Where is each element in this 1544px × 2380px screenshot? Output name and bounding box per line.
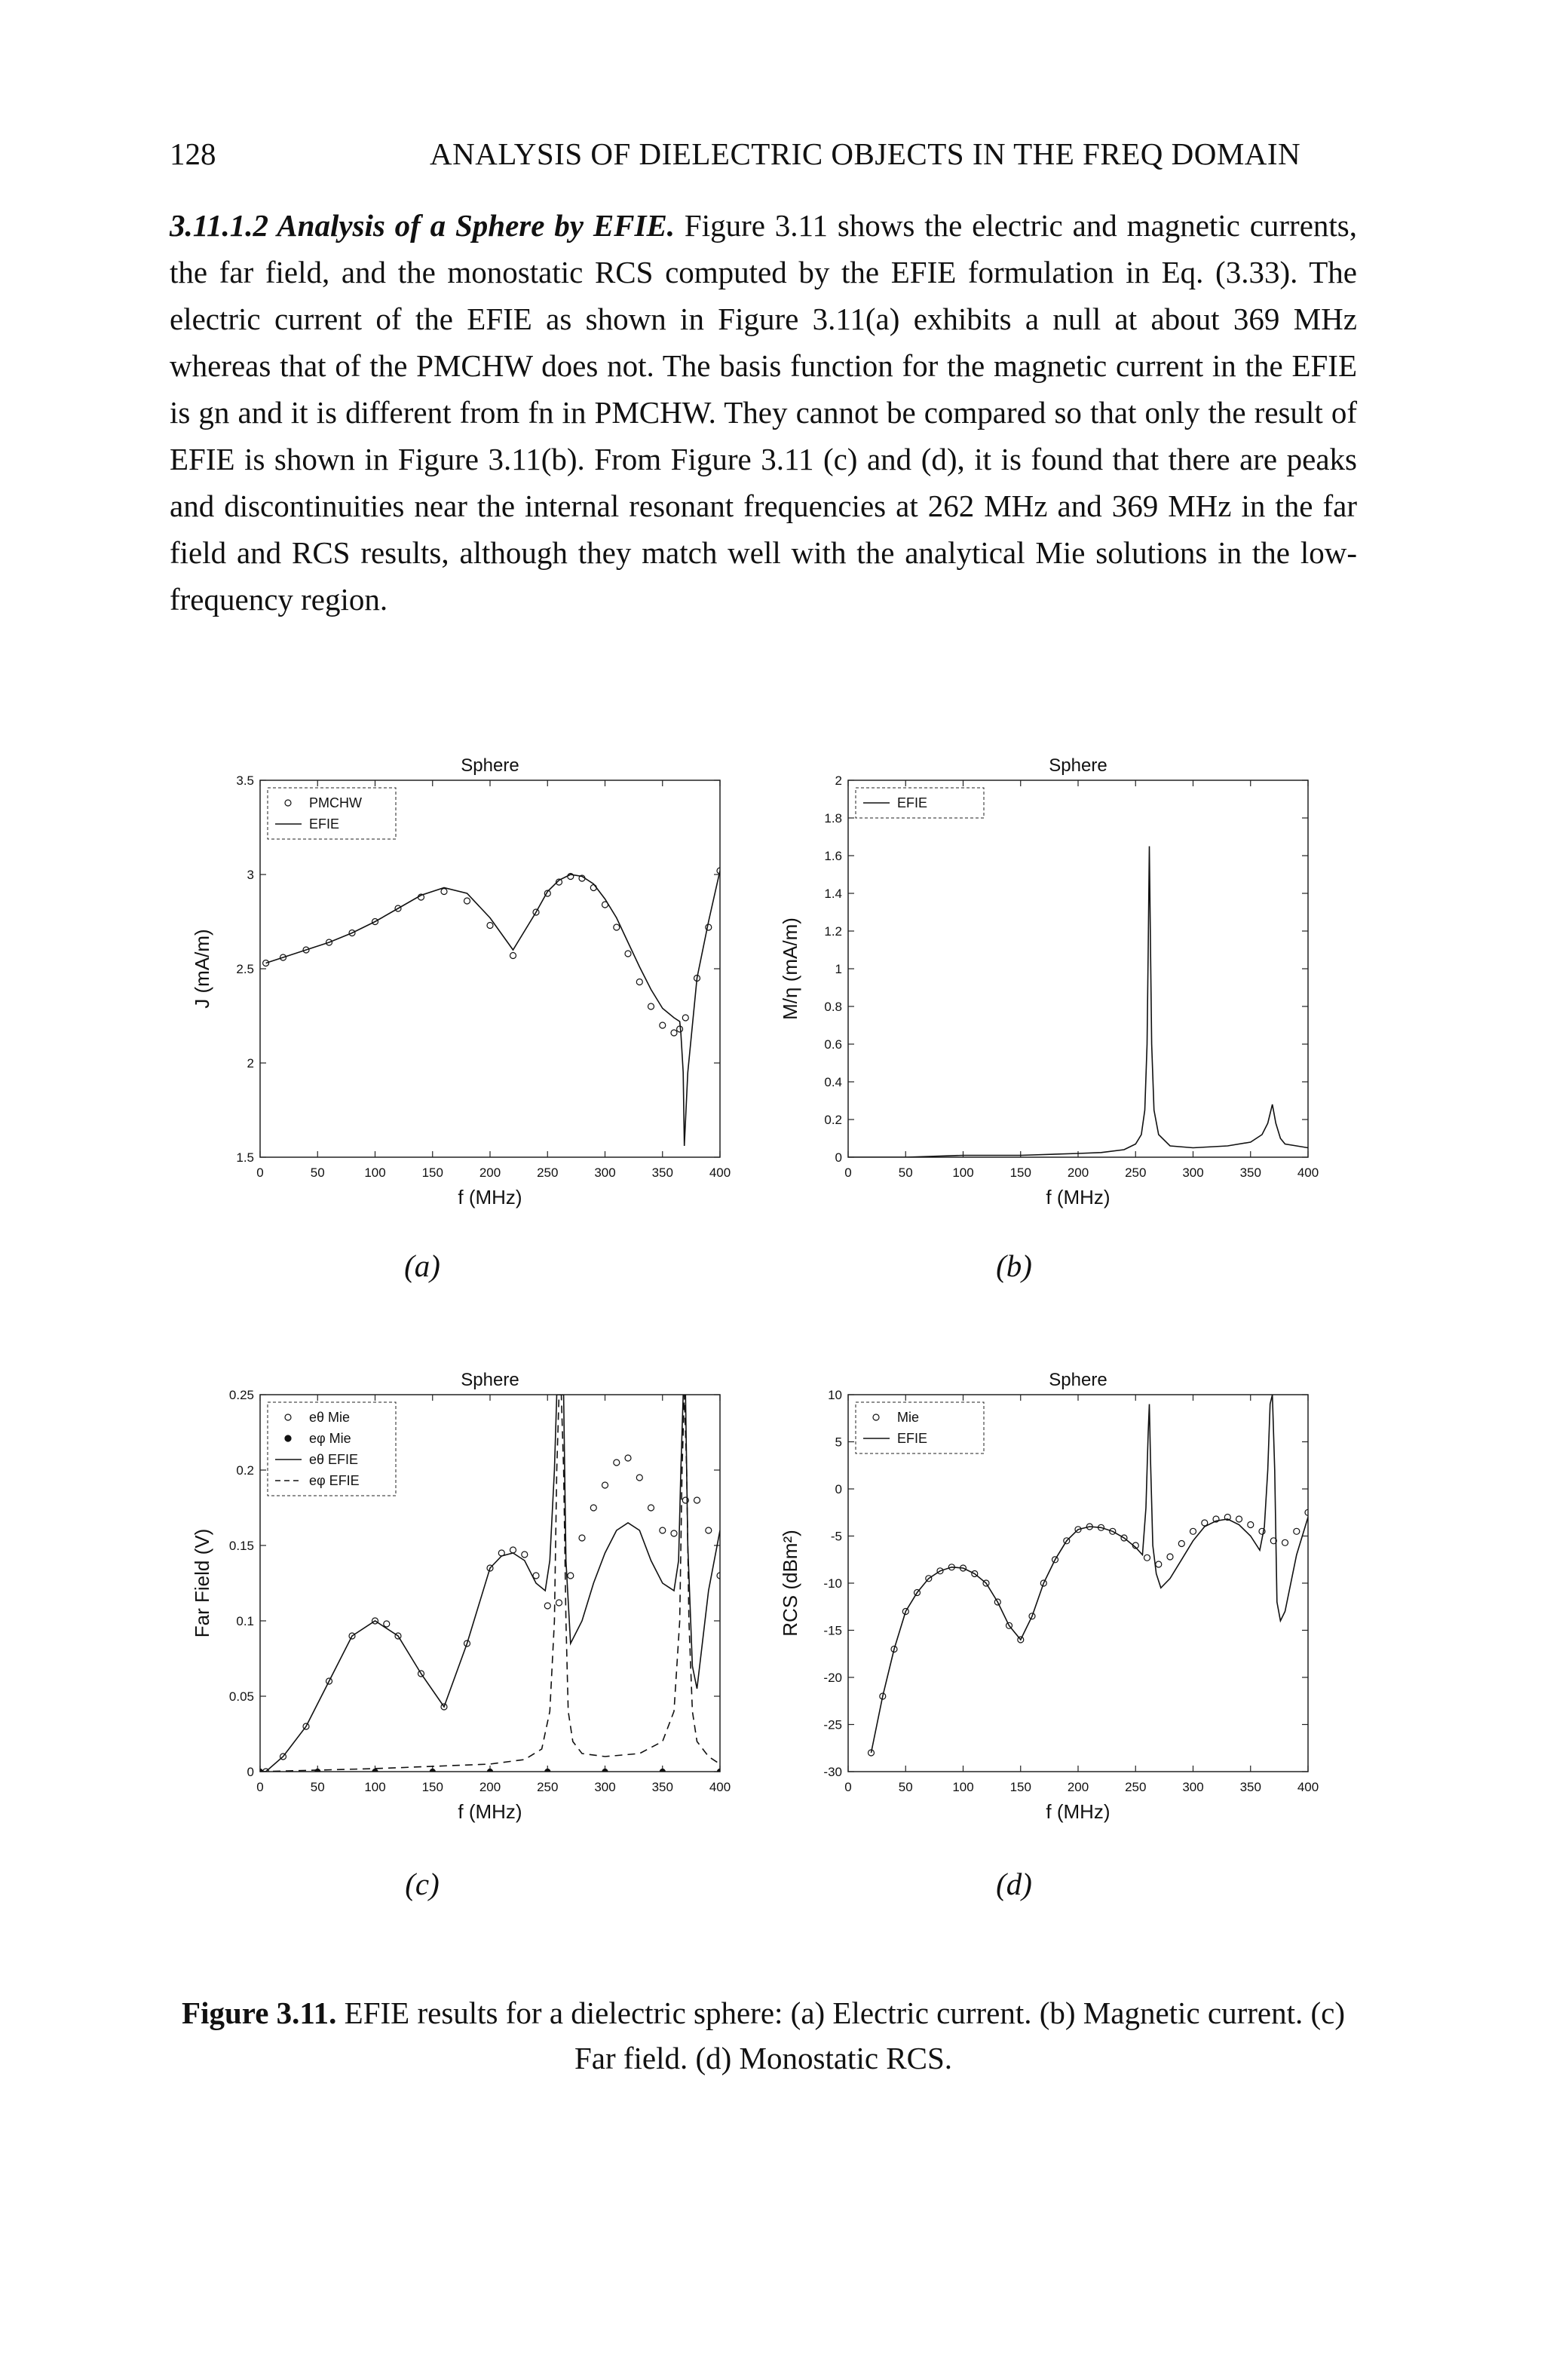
page-number: 128 [170, 136, 216, 171]
series-point [590, 1505, 596, 1511]
x-tick-label: 50 [310, 1780, 325, 1794]
series-line-0 [848, 847, 1308, 1158]
x-tick-label: 250 [537, 1165, 559, 1180]
x-tick-label: 200 [479, 1780, 501, 1794]
legend-label: eφ Mie [309, 1431, 351, 1446]
x-tick-label: 150 [421, 1780, 443, 1794]
plot-area [263, 868, 723, 1146]
y-tick-label: -10 [823, 1576, 842, 1591]
series-point [671, 1530, 677, 1536]
series-point [1248, 1522, 1254, 1528]
chart-panel-a [170, 746, 773, 1229]
y-tick-label: 0 [835, 1482, 842, 1496]
y-tick-label: -5 [830, 1529, 842, 1544]
x-tick-label: 100 [364, 1165, 386, 1180]
y-tick-label: 3.5 [236, 773, 254, 788]
series-point [384, 1621, 390, 1627]
y-tick-label: 2.5 [236, 962, 254, 976]
x-tick-label: 400 [709, 1165, 731, 1180]
y-tick-label: 2 [835, 773, 842, 788]
x-tick-label: 250 [1125, 1165, 1147, 1180]
y-tick-label: 1.5 [236, 1150, 254, 1165]
sublabel-a: (a) [404, 1248, 440, 1283]
series-point [522, 1551, 528, 1558]
series-point [625, 951, 631, 957]
y-tick-label: 5 [835, 1435, 842, 1450]
series-point [568, 1573, 574, 1579]
legend-label: eθ Mie [309, 1410, 351, 1425]
y-tick-label: 0.2 [236, 1463, 254, 1478]
legend-label: PMCHW [309, 795, 362, 810]
x-tick-label: 0 [256, 1780, 264, 1794]
y-tick-label: 1.8 [824, 811, 842, 825]
paragraph-text: Figure 3.11 shows the electric and magnetic currents, the far field, and the monostatic RCS computed by the EFIE formulation in Eq. (3.33). The electric current of the EFIE as shown in Figure 3.11(a) exhibits a null at about 369 MHz whereas that of the PMCHW does not. The basis function for the magnetic current in the EFIE is gn and it is different from fn in PMCHW. They cannot be compared so that only the result of EFIE is shown in Figure 3.11(b). From Figure 3.11 (c) and (d), it is found that there are peaks and discontinuities near the internal resonant frequencies at 262 MHz and 369 MHz in the far field and RCS results, although they match well with the analytical Mie solutions in the low-frequency region. [170, 208, 1358, 617]
x-tick-label: 100 [952, 1165, 974, 1180]
series-point [1167, 1554, 1173, 1560]
legend-label: EFIE [897, 795, 928, 810]
x-tick-label: 300 [1182, 1165, 1204, 1180]
x-tick-label: 400 [1297, 1165, 1319, 1180]
x-tick-label: 100 [364, 1780, 386, 1794]
x-tick-label: 50 [310, 1165, 325, 1180]
x-tick-label: 200 [1067, 1780, 1089, 1794]
x-tick-label: 200 [479, 1165, 501, 1180]
y-tick-label: 10 [828, 1388, 842, 1402]
section-title: 3.11.1.2 Analysis of a Sphere by EFIE. [170, 208, 676, 243]
running-title: ANALYSIS OF DIELECTRIC OBJECTS IN THE FREQ DOMAIN [430, 136, 1301, 171]
y-tick-label: 1.2 [824, 924, 842, 939]
y-axis-label: J (mA/m) [191, 929, 213, 1009]
series-point [706, 1527, 712, 1533]
series-point [1144, 1555, 1150, 1561]
x-tick-label: 350 [1239, 1165, 1261, 1180]
y-tick-label: 0.8 [824, 1000, 842, 1014]
x-tick-label: 250 [537, 1780, 559, 1794]
x-tick-label: 250 [1125, 1780, 1147, 1794]
figure-caption [170, 1990, 1357, 2081]
series-point [1156, 1561, 1162, 1567]
chart-title: Sphere [461, 755, 519, 776]
x-tick-label: 0 [844, 1780, 852, 1794]
series-point [602, 1769, 608, 1775]
paragraph [170, 202, 1357, 623]
series-point [660, 1769, 665, 1775]
chart-a [170, 746, 773, 1229]
x-tick-label: 150 [1009, 1780, 1031, 1794]
legend-label: eθ EFIE [309, 1452, 359, 1467]
figure-3-11 [170, 746, 1376, 1990]
y-tick-label: 2 [247, 1056, 254, 1071]
legend-label: eφ EFIE [309, 1473, 360, 1488]
series-point [464, 898, 470, 904]
plot-frame [848, 780, 1308, 1157]
y-tick-label: -15 [823, 1623, 842, 1638]
y-axis-label: RCS (dBm²) [779, 1530, 801, 1637]
series-point [1178, 1541, 1184, 1547]
y-tick-label: 0.05 [228, 1689, 254, 1704]
series-point [718, 1769, 723, 1775]
x-tick-label: 300 [1182, 1780, 1204, 1794]
x-tick-label: 300 [594, 1165, 616, 1180]
y-tick-label: 0.6 [824, 1037, 842, 1052]
legend-label: EFIE [309, 816, 340, 832]
series-line-1 [266, 871, 720, 1146]
series-point [441, 889, 447, 895]
series-point [636, 1475, 642, 1481]
y-axis-label: Far Field (V) [191, 1528, 213, 1638]
x-tick-label: 200 [1067, 1165, 1089, 1180]
series-point [694, 1497, 700, 1503]
series-point [614, 924, 620, 930]
chart-panel-c [170, 1361, 773, 1843]
x-tick-label: 0 [256, 1165, 264, 1180]
x-tick-label: 150 [1009, 1165, 1031, 1180]
series-point [430, 1769, 435, 1775]
x-tick-label: 400 [1297, 1780, 1319, 1794]
chart-panel-b [758, 746, 1361, 1229]
series-point [648, 1003, 654, 1009]
x-tick-label: 0 [844, 1165, 852, 1180]
series-point [648, 1505, 654, 1511]
x-tick-label: 400 [709, 1780, 731, 1794]
running-header [170, 136, 1357, 181]
series-point [660, 1022, 666, 1028]
series-point [1282, 1539, 1288, 1545]
series-point [602, 1482, 608, 1488]
legend-swatch [285, 1435, 291, 1441]
series-point [1190, 1528, 1196, 1534]
x-tick-label: 100 [952, 1780, 974, 1794]
x-tick-label: 50 [898, 1165, 913, 1180]
chart-c [170, 1361, 773, 1843]
x-tick-label: 300 [594, 1780, 616, 1794]
x-axis-label: f (MHz) [458, 1800, 522, 1823]
caption-label: Figure 3.11. [182, 1996, 337, 2030]
y-tick-label: -30 [823, 1765, 842, 1779]
sublabel-c: (c) [405, 1867, 440, 1901]
y-tick-label: 1 [835, 962, 842, 976]
x-tick-label: 350 [651, 1780, 673, 1794]
x-tick-label: 350 [1239, 1780, 1261, 1794]
y-tick-label: 3 [247, 868, 254, 882]
y-tick-label: 0.2 [824, 1113, 842, 1127]
series-point [1236, 1516, 1242, 1522]
y-tick-label: 0.4 [824, 1075, 842, 1089]
y-axis-label: M/η (mA/m) [779, 917, 801, 1020]
series-point [1294, 1528, 1300, 1534]
series-point [556, 1600, 562, 1606]
caption-text: EFIE results for a dielectric sphere: (a) Electric current. (b) Magnetic current. (c) Far field. (d) Monostatic RCS. [344, 1996, 1345, 2075]
series-point [625, 1455, 631, 1461]
sublabel-d: (d) [996, 1867, 1032, 1901]
series-point [510, 953, 516, 959]
series-point [544, 1603, 550, 1609]
legend-label: Mie [897, 1410, 920, 1425]
chart-title: Sphere [1049, 755, 1107, 776]
x-axis-label: f (MHz) [458, 1186, 522, 1208]
series-point [488, 1769, 493, 1775]
series-point [682, 1015, 688, 1021]
chart-title: Sphere [461, 1370, 519, 1390]
x-tick-label: 350 [651, 1165, 673, 1180]
plot-area [848, 847, 1308, 1158]
x-tick-label: 50 [898, 1780, 913, 1794]
series-point [487, 923, 493, 929]
y-tick-label: 0 [247, 1765, 254, 1779]
y-tick-label: 0.1 [236, 1614, 254, 1628]
section-body [170, 202, 1357, 623]
y-tick-label: -25 [823, 1717, 842, 1732]
series-point [579, 1535, 585, 1541]
series-point [614, 1460, 620, 1466]
series-point [510, 1547, 516, 1553]
series-point [671, 1030, 677, 1036]
y-tick-label: 0.25 [228, 1388, 254, 1402]
chart-d [758, 1361, 1361, 1843]
x-axis-label: f (MHz) [1046, 1800, 1111, 1823]
series-point [660, 1527, 666, 1533]
sublabel-b: (b) [996, 1248, 1032, 1283]
y-tick-label: 0.15 [228, 1539, 254, 1553]
series-point [372, 1769, 378, 1775]
y-tick-label: 0 [835, 1150, 842, 1165]
chart-b [758, 746, 1361, 1229]
chart-title: Sphere [1049, 1370, 1107, 1390]
series-point [545, 1769, 550, 1775]
y-tick-label: -20 [823, 1671, 842, 1685]
x-axis-label: f (MHz) [1046, 1186, 1111, 1208]
series-point [636, 979, 642, 985]
y-tick-label: 1.4 [824, 887, 842, 901]
y-tick-label: 1.6 [824, 849, 842, 863]
x-tick-label: 150 [421, 1165, 443, 1180]
chart-panel-d [758, 1361, 1361, 1843]
legend-label: EFIE [897, 1431, 928, 1446]
